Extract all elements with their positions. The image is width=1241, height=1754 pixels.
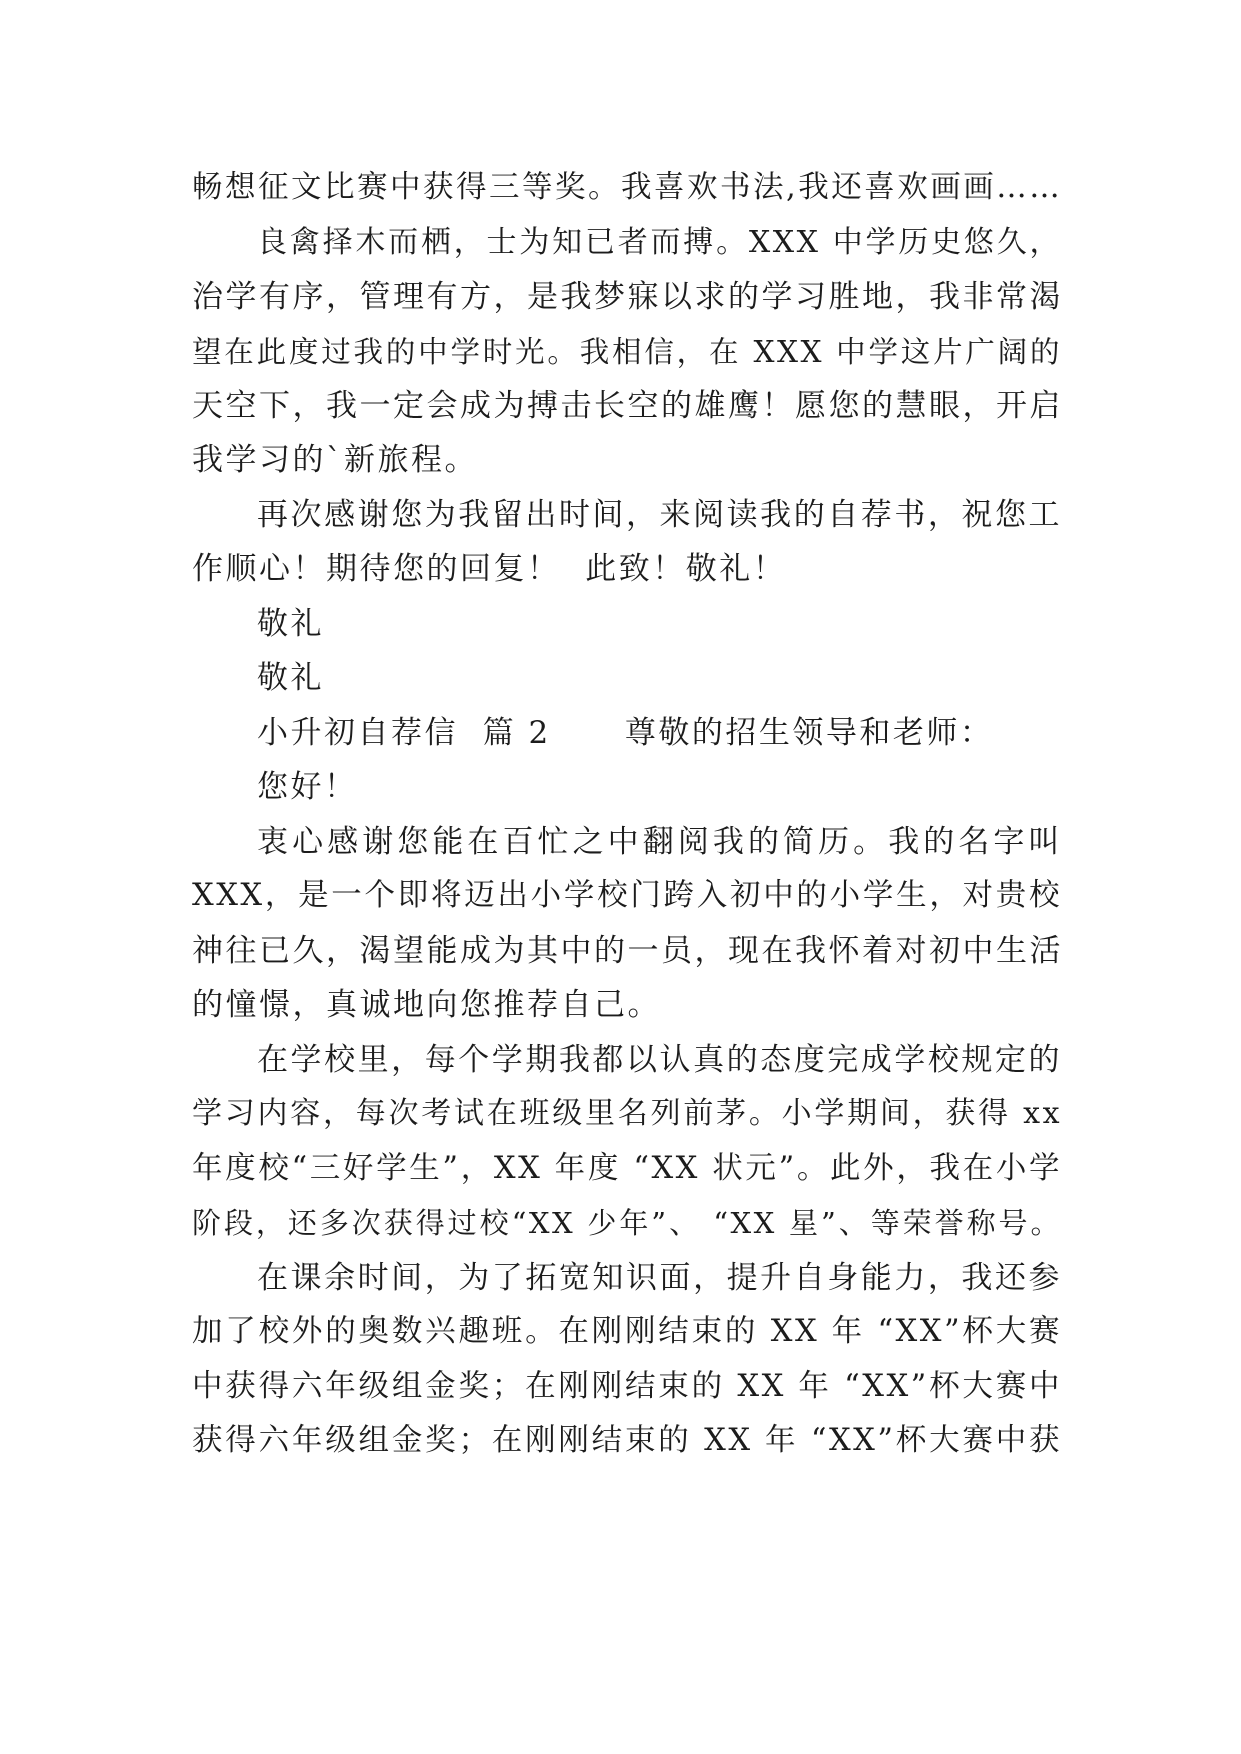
text-line-14: XXX，是一个即将迈出小学校门跨入初中的小学生，对贵校 <box>192 878 1062 913</box>
text-line-17: 在学校里，每个学期我都以认真的态度完成学校规定的 <box>257 1042 1062 1078</box>
text-line-20: 阶段，还多次获得过校“XX 少年”、 “XX 星”、等荣誉称号。 <box>192 1206 1062 1240</box>
text-line-8: 作顺心！期待您的回复！ 此致！敬礼！ <box>192 551 787 587</box>
text-line-22: 加了校外的奥数兴趣班。在刚刚结束的 XX 年 “XX”杯大赛 <box>192 1314 1062 1349</box>
text-line-4: 望在此度过我的中学时光。我相信，在 XXX 中学这片广阔的 <box>192 335 1062 369</box>
text-line-3: 治学有序，管理有方，是我梦寐以求的学习胜地，我非常渴 <box>192 279 1063 315</box>
text-line-15: 神往已久，渴望能成为其中的一员，现在我怀着对初中生活 <box>192 933 1063 969</box>
text-line-6: 我学习的`新旅程。 <box>192 442 478 478</box>
text-line-12: 您好！ <box>257 769 358 805</box>
text-line-23: 中获得六年级组金奖；在刚刚结束的 XX 年 “XX”杯大赛中 <box>192 1369 1062 1404</box>
text-line-13: 衷心感谢您能在百忙之中翻阅我的简历。我的名字叫 <box>257 824 1062 860</box>
text-line-16: 的憧憬，真诚地向您推荐自己。 <box>192 987 661 1023</box>
text-line-11: 小升初自荐信 篇 2 尊敬的招生领导和老师： <box>257 715 994 751</box>
text-line-5: 天空下，我一定会成为搏击长空的雄鹰！愿您的慧眼，开启 <box>192 388 1063 424</box>
text-line-2: 良禽择木而栖，士为知已者而搏。XXX 中学历史悠久， <box>257 225 1062 260</box>
text-line-1: 畅想征文比赛中获得三等奖。我喜欢书法,我还喜欢画画…… <box>192 170 1063 205</box>
text-line-24: 获得六年级组金奖；在刚刚结束的 XX 年 “XX”杯大赛中获 <box>192 1423 1062 1458</box>
text-line-19: 年度校“三好学生”，XX 年度 “XX 状元”。此外，我在小学 <box>192 1151 1062 1186</box>
text-line-10: 敬礼 <box>257 660 324 696</box>
text-line-7: 再次感谢您为我留出时间，来阅读我的自荐书，祝您工 <box>257 497 1062 533</box>
text-line-21: 在课余时间，为了拓宽知识面，提升自身能力，我还参 <box>257 1260 1062 1296</box>
text-line-18: 学习内容，每次考试在班级里名列前茅。小学期间，获得 xx <box>192 1096 1062 1131</box>
text-line-9: 敬礼 <box>257 606 324 642</box>
